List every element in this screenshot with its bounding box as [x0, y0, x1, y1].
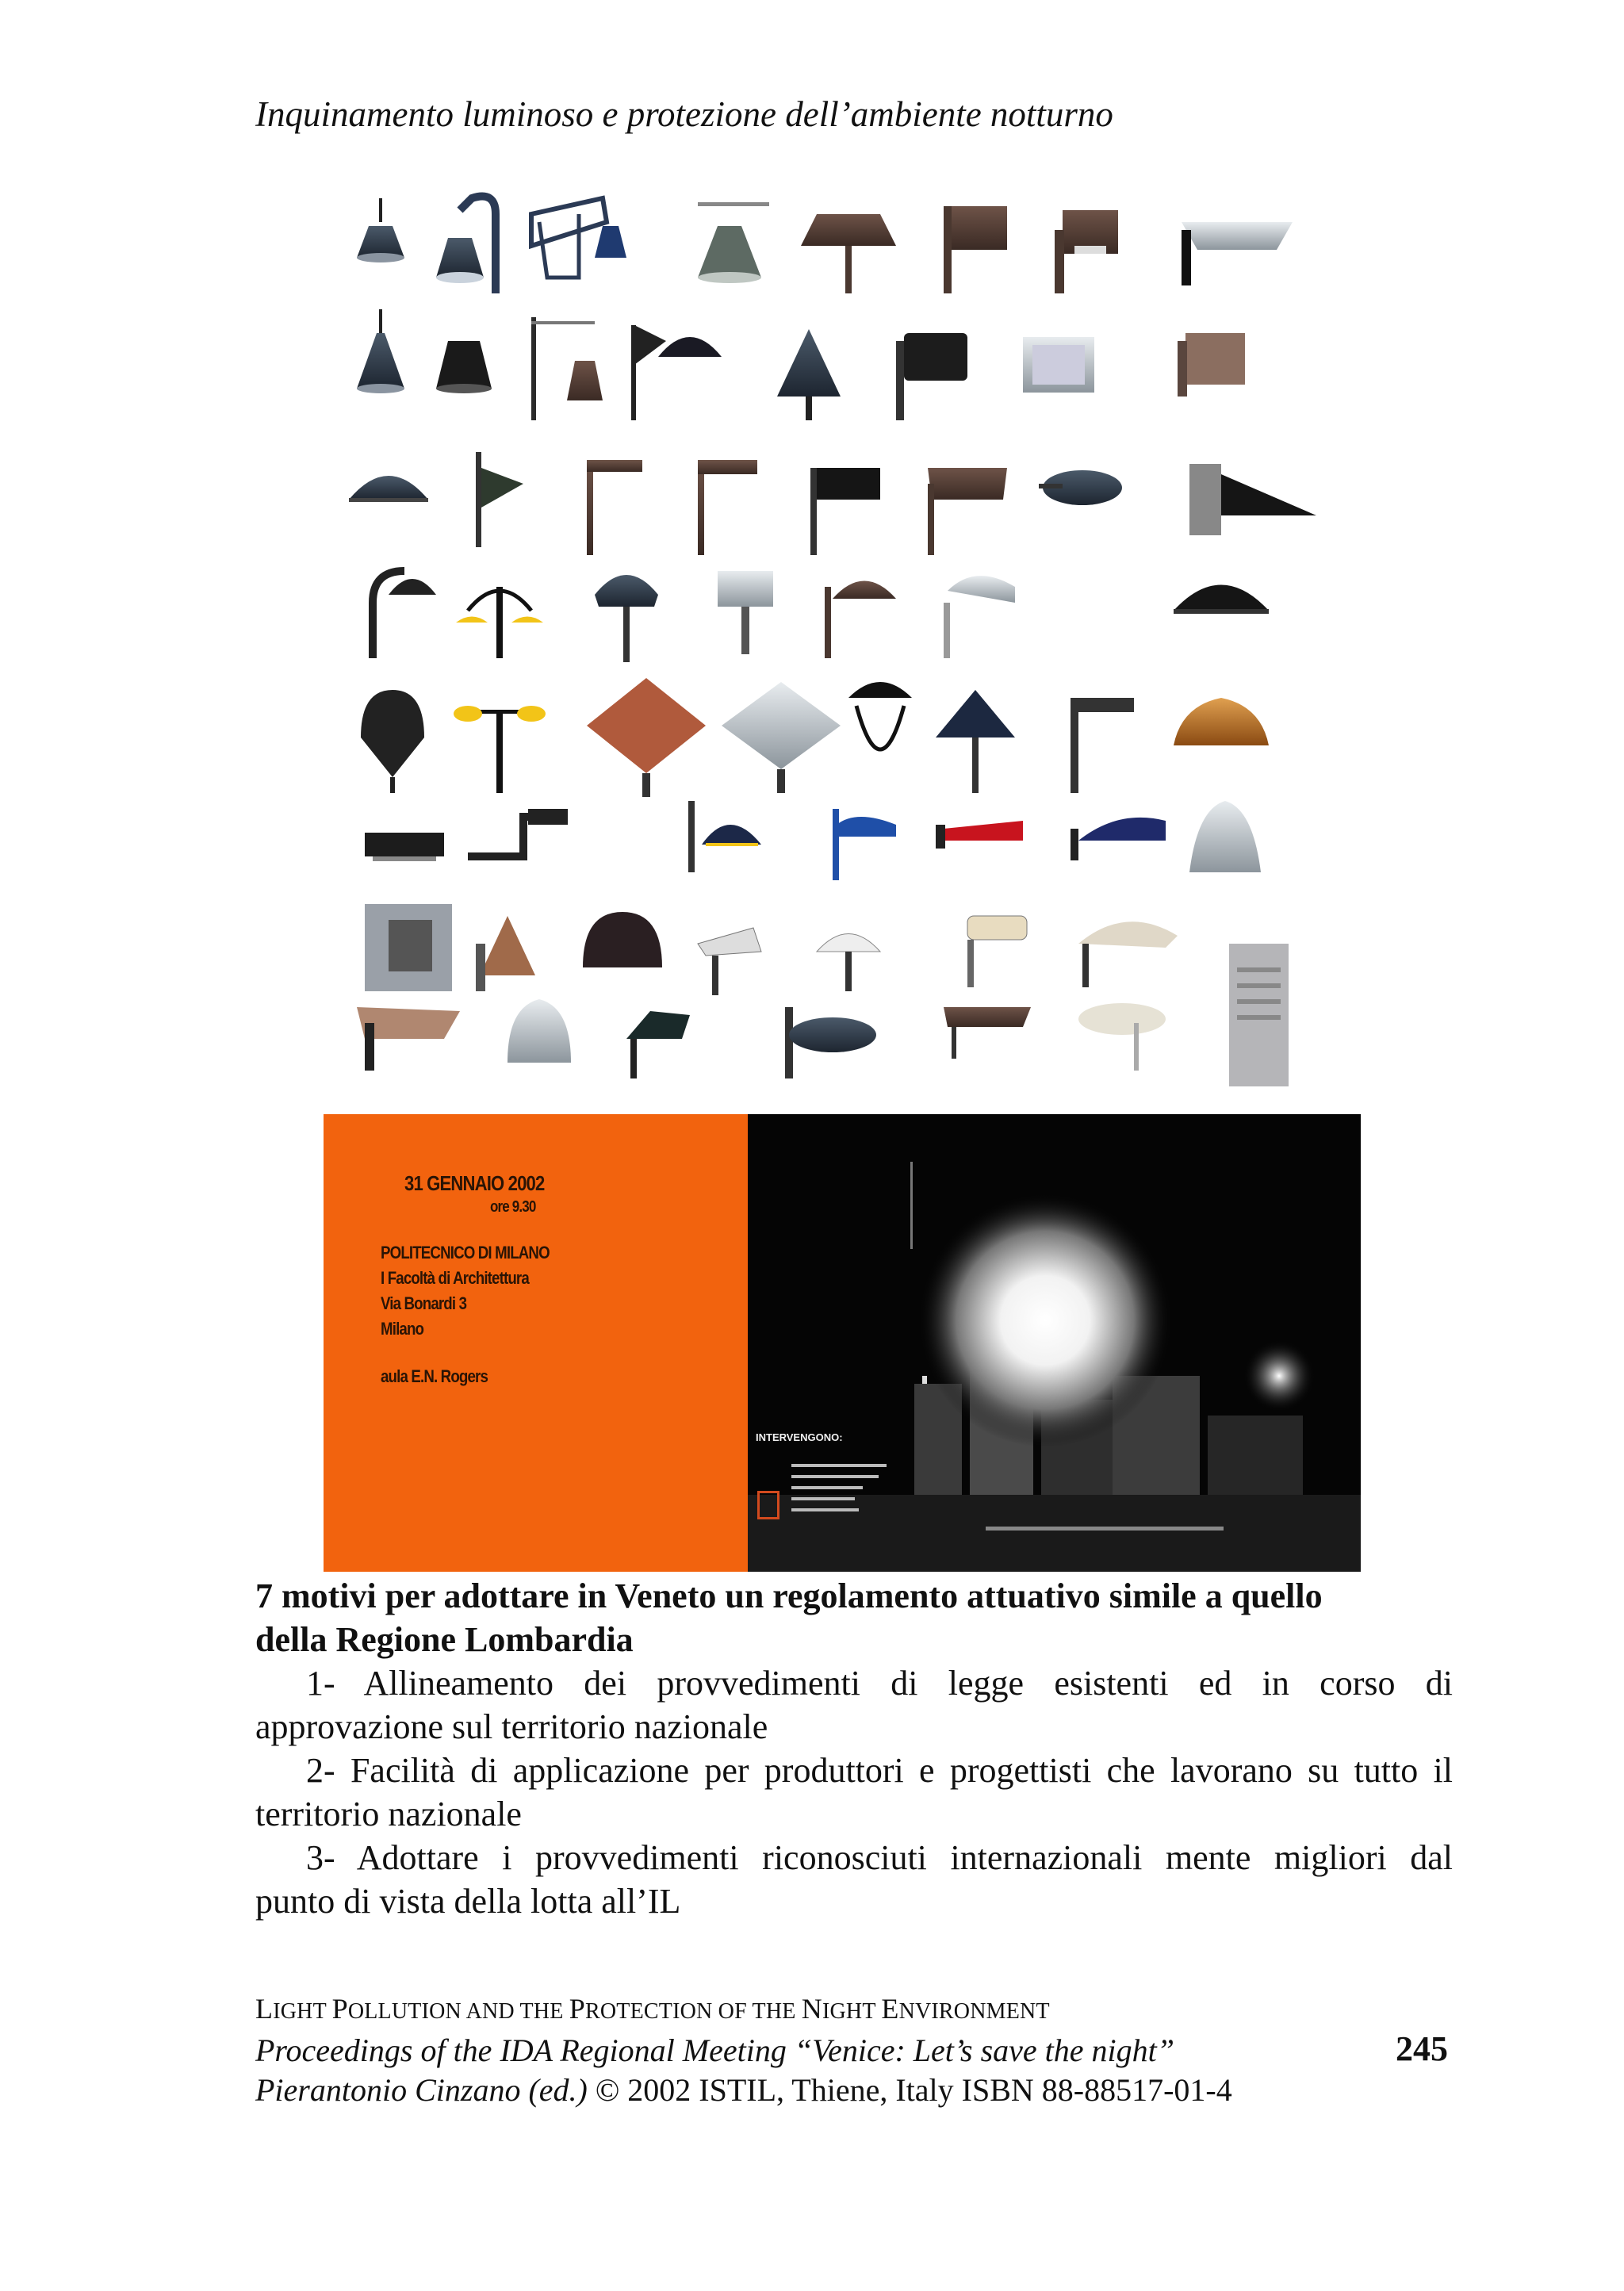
footer-cap: L — [255, 1993, 274, 2025]
lamp-red-flat — [936, 821, 1023, 849]
reason-1-line-2: approvazione sul territorio nazionale — [255, 1707, 768, 1746]
lamp-flat-wing — [357, 1007, 460, 1071]
lamp-bollard-head — [698, 928, 761, 995]
lamp-open-acorn — [848, 682, 912, 749]
footer-cap: N — [801, 1993, 822, 2025]
lamp-oval-head — [1039, 470, 1122, 505]
lamp-oval-cream — [1078, 921, 1178, 987]
lamp-wedge-wall — [1189, 464, 1316, 535]
lamp-cube-bracket — [944, 206, 1007, 293]
lamp-globe-lantern — [595, 575, 658, 662]
lamp-copper-shield — [476, 916, 535, 991]
lamp-flag-post — [476, 452, 523, 547]
poster-date: 31 GENNAIO 2002 — [404, 1171, 545, 1195]
lamp-industrial-dark — [436, 341, 492, 393]
lamp-copper-bell — [1174, 698, 1269, 745]
lamp-pendant-dark — [357, 198, 404, 262]
footer-cap: P — [569, 1993, 586, 2025]
section-title — [255, 1574, 1453, 1661]
lamp-lantern-square — [718, 571, 773, 654]
lamp-cone-hat — [936, 690, 1015, 793]
footer-editor-isbn — [255, 2071, 1232, 2109]
footer-proceedings: Proceedings of the IDA Regional Meeting “Venice: Let’s save the night” — [255, 2032, 1175, 2068]
footer-sc: IGHT — [273, 1999, 332, 2024]
lamp-dome-flag — [631, 325, 722, 420]
lamp-flat-dome — [349, 476, 428, 502]
lamp-wall-bar — [365, 833, 444, 861]
lamp-step-arm — [468, 809, 568, 856]
lamp-l-post-grey — [1071, 698, 1134, 793]
lamp-curved-pole-head — [373, 571, 436, 658]
poster-venue-line-4: Milano — [381, 1319, 424, 1339]
lamp-wall-box-brown — [1178, 333, 1245, 397]
lamp-silver-bell — [1189, 801, 1261, 872]
footer-sc: IGHT — [822, 1999, 882, 2024]
lamp-l-post-brown-2 — [698, 460, 757, 555]
poster-orange-panel — [324, 1114, 748, 1572]
lamp-box-post-top — [801, 214, 896, 293]
lamp-rect-cream — [967, 916, 1027, 987]
reason-3-line-1: 3- Adottare i provvedimenti riconosciuti internazionali mente migliori dal — [306, 1838, 1453, 1877]
lamp-cobra-grey — [944, 576, 1015, 658]
lamp-shoebox-wall — [1055, 210, 1118, 293]
lamp-cream-saucer — [1078, 1003, 1166, 1071]
reason-item-3 — [255, 1836, 1453, 1923]
poster-venue-line-3: Via Bonardi 3 — [381, 1293, 467, 1313]
poster-room: aula E.N. Rogers — [381, 1366, 488, 1386]
lamp-double-yellow — [456, 587, 543, 658]
lamp-wall-cylinder — [365, 904, 452, 991]
lamp-wall-bracket-cage — [531, 198, 626, 278]
poster-venue-line-2: I Facoltà di Architettura — [381, 1268, 529, 1288]
lamp-wall-bracket-round — [785, 1007, 876, 1078]
lamp-navy-cobra — [1071, 818, 1166, 860]
lamp-modern-disc — [1182, 222, 1293, 285]
lamp-swan-neck-bell — [436, 197, 496, 294]
lamp-brown-dome-post — [825, 581, 896, 659]
lamp-mushroom — [817, 934, 880, 992]
running-title: Inquinamento luminoso e protezione dell’ambiente notturno — [255, 94, 1113, 134]
page-number: 245 — [1396, 2029, 1448, 2068]
lamp-l-post-brown — [587, 460, 642, 555]
lamp-highbay — [508, 999, 571, 1063]
lamp-silver-pyramid — [722, 682, 841, 793]
footer-cap: P — [331, 1993, 348, 2025]
lamp-flat-brown-arm — [944, 1007, 1031, 1059]
event-poster-image — [324, 1114, 1361, 1572]
reason-1-line-1: 1- Allineamento dei provvedimenti di legge esistenti ed in corso di — [306, 1664, 1453, 1703]
footer-sc: NVIRONMENT — [898, 1999, 1050, 2024]
lamp-grille-panel — [1229, 944, 1289, 1086]
lamp-black-dome — [1174, 585, 1269, 615]
footer-sc: ROTECTION OF THE — [585, 1999, 802, 2024]
footer-series-title — [255, 1992, 1050, 2025]
footer-editor: Pierantonio Cinzano (ed.) — [255, 2072, 588, 2108]
lamp-box-arm — [810, 468, 880, 555]
lamp-blue-cobra — [833, 809, 896, 880]
lamp-blue-dome-wall — [688, 801, 761, 872]
lamp-post-top-dark — [626, 1011, 690, 1078]
poster-speakers-list — [791, 1459, 902, 1554]
lamp-cylinder-arm — [896, 333, 967, 420]
lamp-bell-on-arm — [531, 317, 603, 420]
footer-cap: E — [881, 1993, 899, 2025]
lamp-floodlight — [1023, 337, 1094, 393]
footer-sc: OLLUTION AND THE — [347, 1999, 569, 2024]
reason-2-line-2: territorio nazionale — [255, 1795, 522, 1833]
section-title-line-1: 7 motivi per adottare in Veneto un regolamento attuativo simile a quello — [255, 1576, 1323, 1615]
luminaire-catalog-image — [341, 182, 1332, 1094]
poster-venue-line-1: POLITECNICO DI MILANO — [381, 1243, 550, 1262]
section-title-line-2: della Regione Lombardia — [255, 1620, 634, 1659]
poster-night-photo — [748, 1114, 1361, 1572]
footer-isbn: © 2002 ISTIL, Thiene, Italy ISBN 88-88517-01-4 — [587, 2072, 1232, 2108]
reason-2-line-1: 2- Facilità di applicazione per produttori e progettisti che lavorano su tutto il — [306, 1751, 1453, 1790]
reason-3-line-2: punto di vista della lotta all’IL — [255, 1882, 681, 1921]
poster-speakers-heading: INTERVENGONO: — [756, 1431, 843, 1443]
reason-item-1 — [255, 1661, 1453, 1749]
lamp-dark-helmet — [583, 912, 662, 967]
poster-logo-icon — [757, 1491, 779, 1519]
lamp-pyramid-box — [777, 329, 841, 420]
lamp-acorn-dark — [361, 690, 424, 793]
lamp-cone-pendant — [357, 309, 404, 393]
lamp-rect-head-brown — [928, 468, 1007, 555]
lamp-grey-bell — [698, 202, 769, 283]
lamp-copper-pyramid — [587, 678, 706, 797]
lamp-twin-yellow — [454, 706, 546, 793]
reason-item-2 — [255, 1749, 1453, 1836]
poster-time: ore 9.30 — [490, 1198, 536, 1216]
